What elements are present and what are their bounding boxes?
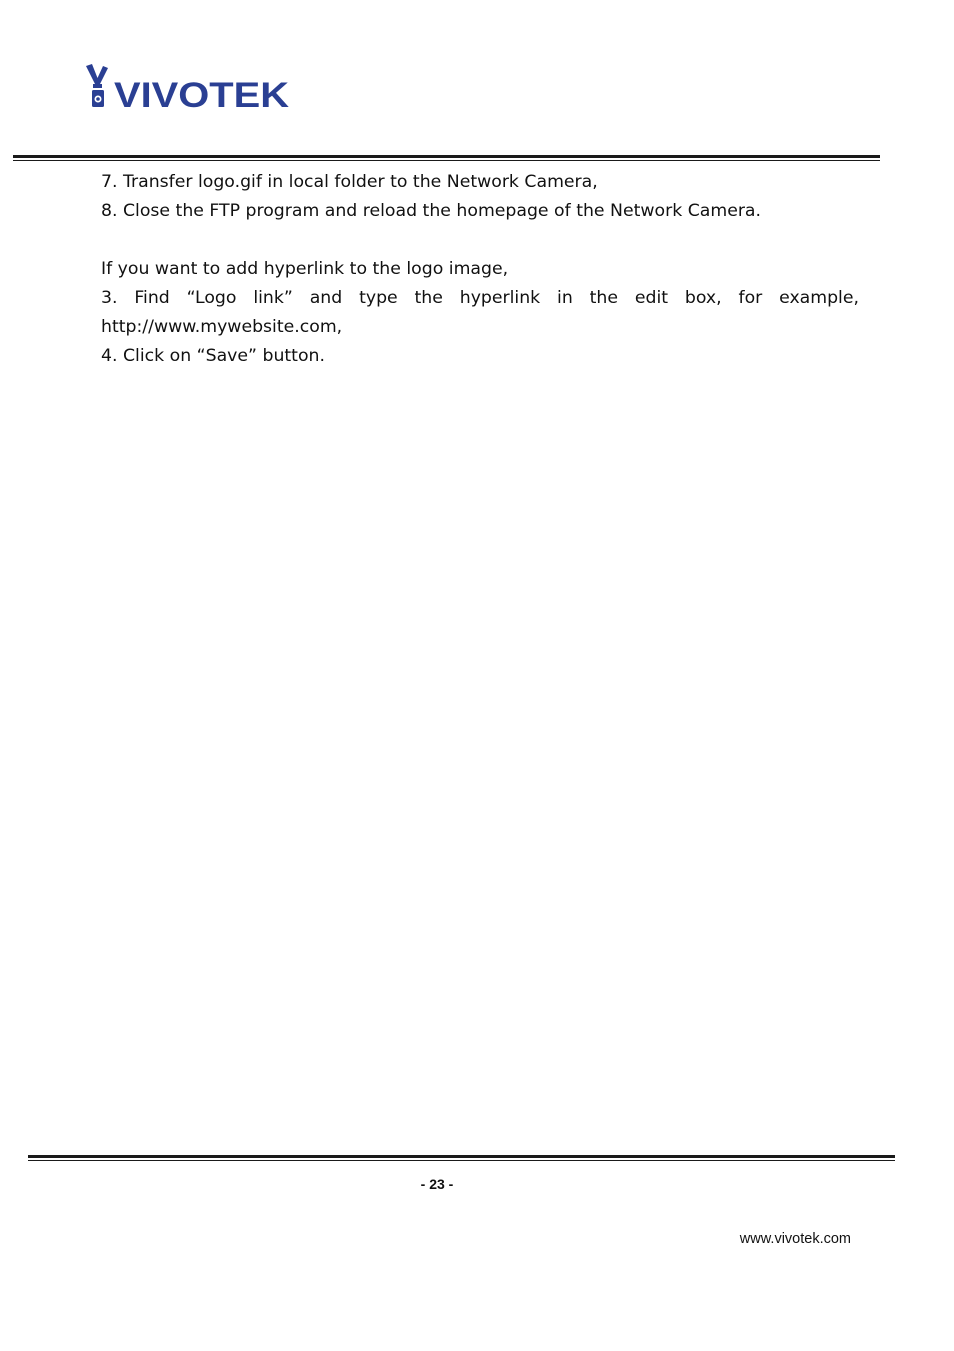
logo-wordmark: VIVOTEK bbox=[114, 76, 289, 112]
step-7: 7. Transfer logo.gif in local folder to the Network Camera, bbox=[101, 172, 598, 192]
step-3: 3. Find “Logo link” and type the hyperlink in the edit box, for example, bbox=[101, 288, 859, 308]
body-text bbox=[101, 168, 859, 371]
step-4: 4. Click on “Save” button. bbox=[101, 346, 325, 366]
example-url: http://www.mywebsite.com, bbox=[101, 317, 343, 337]
hyperlink-intro: If you want to add hyperlink to the logo image, bbox=[101, 259, 509, 279]
footer-divider bbox=[28, 1155, 895, 1161]
website-url: www.vivotek.com bbox=[739, 1231, 851, 1247]
paragraph-spacer bbox=[101, 226, 859, 255]
camera-icon bbox=[86, 64, 108, 107]
step-8: 8. Close the FTP program and reload the homepage of the Network Camera. bbox=[101, 201, 762, 221]
header-divider bbox=[13, 155, 880, 161]
page-number: - 23 - bbox=[420, 1176, 454, 1192]
vivotek-logo bbox=[84, 62, 294, 112]
